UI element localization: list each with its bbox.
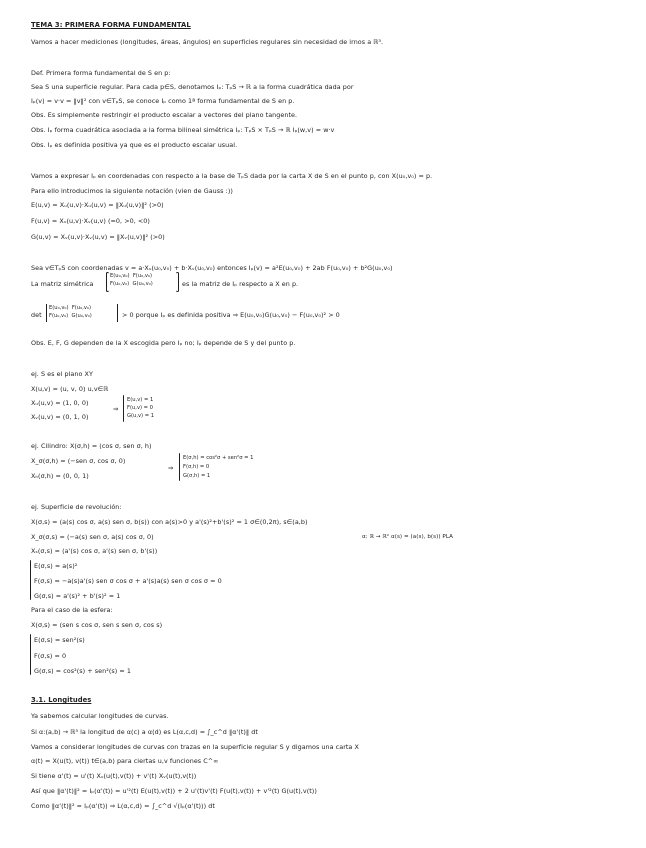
- revolution-profile-curve: α: ℝ → ℝ² α(s) = (a(s), b(s)) PLA: [362, 534, 454, 540]
- longitudes-line-7: Como ‖α'(t)‖² = Iₚ(α'(t)) ⇒ L(α,c,d) = ∫_c^d √(Iₚ(α'(t))) dt: [31, 802, 215, 810]
- sphere-chart: X(σ,s) = (sen s cos σ, sen s sen σ, cos s): [31, 621, 163, 629]
- det-cell-f: F(u₀,v₀): [71, 305, 92, 311]
- matrix-cell-g: G(u₀,v₀): [132, 281, 153, 287]
- topic-title: TEMA 3: PRIMERA FORMA FUNDAMENTAL: [31, 21, 191, 29]
- coefficient-e: E(u,v) = Xᵤ(u,v)·Xᵤ(u,v) = ‖Xᵤ(u,v)‖² (>0): [31, 201, 164, 209]
- example-cylinder-title: ej. Cilindro: X(σ,h) = (cos σ, sen σ, h): [31, 442, 152, 450]
- longitudes-line-4: α(t) = X(u(t), v(t)) t∈(a,b) para ciertas u,v funciones C^∞: [31, 757, 219, 765]
- determinant-left-bar: [46, 304, 47, 322]
- longitudes-line-3: Vamos a considerar longitudes de curvas con trazas en la superficie regular S y digamos una carta X: [31, 743, 359, 751]
- matrix-cell-f2: F(u₀,v₀): [110, 281, 130, 287]
- longitudes-line-2: Si α:(a,b) → ℝ³ la longitud de α(c) a α(d) es L(α,c,d) = ∫_c^d ‖α'(t)‖ dt: [31, 728, 258, 736]
- matrix-cell-f: F(u₀,v₀): [132, 273, 153, 279]
- observation-1: Obs. Es simplemente restringir el producto escalar a vectores del plano tangente.: [31, 111, 298, 119]
- revolution-xs: X_σ(σ,s) = (−a(s) sen σ, a(s) cos σ, 0): [31, 533, 154, 541]
- definition-line-2: Iₚ(v) = v·v = ‖v‖² con v∈TₚS, se conoce Iₚ como 1ª forma fundamental de S en p.: [31, 97, 295, 105]
- plane-result-e: E(u,v) = 1: [127, 397, 154, 403]
- coefficient-g: G(u,v) = Xᵥ(u,v)·Xᵥ(u,v) = ‖Xᵥ(u,v)‖² (>0): [31, 233, 165, 241]
- revolution-xsigma: Xₛ(σ,s) = (a'(s) cos σ, a'(s) sen σ, b'(s)): [31, 547, 158, 555]
- sphere-case-heading: Para el caso de la esfera:: [31, 606, 113, 614]
- matrix-label: La matriz simétrica: [31, 280, 94, 288]
- matrix-row-1: [110, 273, 152, 280]
- revolution-result-f: F(σ,s) = −a(s)a'(s) sen σ cos σ + a'(s)a(s) sen σ cos σ = 0: [34, 577, 222, 585]
- implies-arrow-2: ⇒: [168, 464, 174, 472]
- section-longitudes-title: 3.1. Longitudes: [31, 696, 92, 704]
- revolution-result-g: G(σ,s) = a'(s)² + b'(s)² = 1: [34, 592, 121, 600]
- matrix-right-bracket: [176, 272, 179, 292]
- det-cell-g: G(u₀,v₀): [71, 313, 92, 319]
- matrix-row-2: [110, 281, 153, 288]
- determinant-row-2: [49, 313, 92, 320]
- plane-result-f: F(u,v) = 0: [127, 405, 153, 411]
- cylinder-result-g: G(σ,h) = 1: [183, 473, 211, 479]
- definition-heading: Def. Primera forma fundamental de S en p:: [31, 69, 171, 77]
- longitudes-line-6: Así que ‖α'(t)‖² = Iₚ(α'(t)) = u'²(t) E(u(t),v(t)) + 2 u'(t)v'(t) F(u(t),v(t)) + v'²(t) G(u(t),v(t)): [31, 787, 317, 795]
- longitudes-line-1: Ya sabemos calcular longitudes de curvas.: [31, 712, 169, 720]
- matrix-left-bracket: [106, 272, 109, 292]
- coefficient-f: F(u,v) = Xᵤ(u,v)·Xᵥ(u,v) (=0, >0, <0): [31, 217, 150, 225]
- intro-line: Vamos a hacer mediciones (longitudes, áreas, ángulos) en superficies regulares sin necesidad de irnos a ℝ³.: [31, 38, 384, 46]
- example-plane-xv: Xᵥ(u,v) = (0, 1, 0): [31, 413, 89, 421]
- observation-2: Obs. Iₚ forma cuadrática asociada a la forma bilineal simétrica Iₚ: TₚS × TₚS → ℝ Iₚ(w,v) = w·v: [31, 126, 335, 134]
- sphere-result-f: F(σ,s) = 0: [34, 652, 67, 660]
- determinant-right-bar: [117, 304, 118, 322]
- determinant-condition: > 0 porque Iₚ es definida positiva ⇒ E(u₀,v₀)G(u₀,v₀) − F(u₀,v₀)² > 0: [122, 311, 340, 319]
- implies-arrow-1: ⇒: [113, 405, 119, 413]
- example-cylinder-xh: Xₕ(σ,h) = (0, 0, 1): [31, 472, 89, 480]
- observation-3: Obs. Iₚ es definida positiva ya que es el producto escalar usual.: [31, 141, 238, 149]
- example-plane-title: ej. S es el plano XY: [31, 370, 93, 378]
- longitudes-line-5: Si tiene α'(t) = u'(t) Xᵤ(u(t),v(t)) + v'(t) Xᵥ(u(t),v(t)): [31, 772, 197, 780]
- coordinates-line: Vamos a expresar Iₚ en coordenadas con respecto a la base de TₚS dada por la carta X de S en el punto p, con X(u₀,v₀) = p.: [31, 172, 433, 180]
- cylinder-result-f: F(σ,h) = 0: [183, 464, 210, 470]
- cylinder-results-brace: [179, 453, 180, 481]
- plane-result-g: G(u,v) = 1: [127, 413, 155, 419]
- observation-dependence: Obs. E, F, G dependen de la X escogida pero Iₚ no; Iₚ depende de S y del punto p.: [31, 339, 296, 347]
- det-cell-f2: F(u₀,v₀): [49, 313, 69, 319]
- sphere-result-g: G(σ,s) = cos²(s) + sen²(s) = 1: [34, 667, 131, 675]
- plane-results-brace: [123, 395, 124, 422]
- example-revolution-title: ej. Superficie de revolución:: [31, 503, 122, 511]
- revolution-chart: X(σ,s) = (a(s) cos σ, a(s) sen σ, b(s)) con a(s)>0 y a'(s)²+b'(s)² = 1 σ∈(0,2π), s∈(a,b): [31, 518, 308, 526]
- example-cylinder-xs: X_σ(σ,h) = (−sen σ, cos σ, 0): [31, 457, 126, 465]
- matrix-description: es la matriz de Iₚ respecto a X en p.: [182, 280, 299, 288]
- sphere-results-brace: [30, 634, 31, 675]
- cylinder-result-e: E(σ,h) = cos²σ + sen²σ = 1: [183, 455, 254, 461]
- example-plane-chart: X(u,v) = (u, v, 0) u,v∈ℝ: [31, 385, 109, 393]
- definition-line-1: Sea S una superficie regular. Para cada p∈S, denotamos Iₚ: TₚS → ℝ a la forma cuadrática dada por: [31, 83, 354, 91]
- example-plane-xu: Xᵤ(u,v) = (1, 0, 0): [31, 399, 89, 407]
- notation-line: Para ello introducimos la siguiente notación (vien de Gauss :)): [31, 187, 233, 195]
- revolution-result-e: E(σ,s) = a(s)²: [34, 562, 78, 570]
- revolution-results-brace: [30, 560, 31, 600]
- sphere-result-e: E(σ,s) = sen²(s): [34, 636, 85, 644]
- matrix-cell-e: E(u₀,v₀): [110, 273, 130, 279]
- determinant-row-1: [49, 305, 91, 312]
- vector-expression: Sea v∈TₚS con coordenadas v = a·Xᵤ(u₀,v₀) + b·Xᵥ(u₀,v₀) entonces Iₚ(v) = a²E(u₀,v₀) + 2ab F(u₀,v₀) + b²G(u₀,v₀): [31, 264, 393, 272]
- det-cell-e: E(u₀,v₀): [49, 305, 69, 311]
- determinant-label: det: [31, 311, 42, 319]
